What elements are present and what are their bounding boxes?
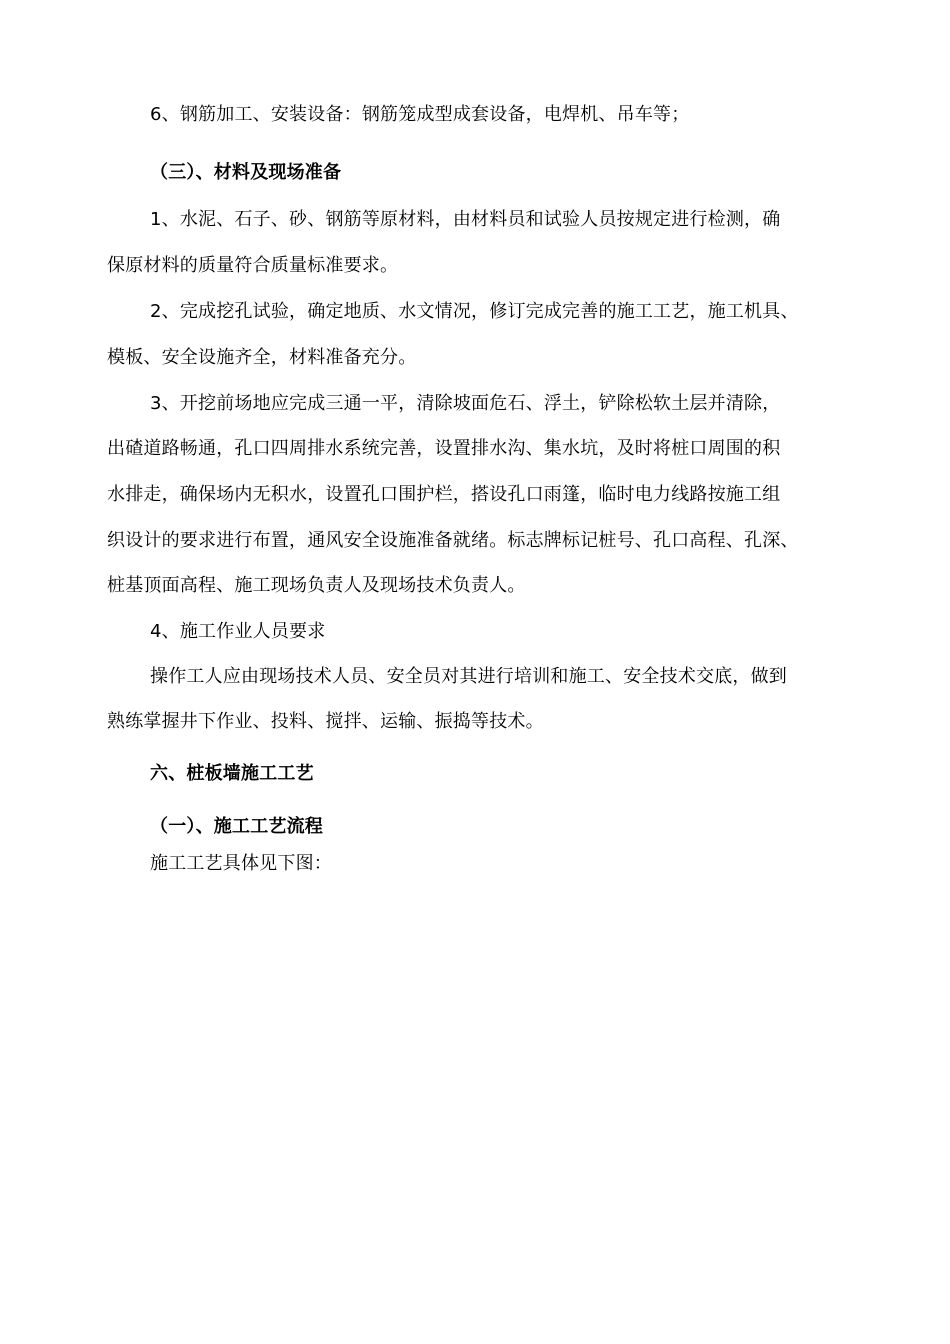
paragraph-materials-1-line-1: 1、水泥、石子、砂、钢筋等原材料，由材料员和试验人员按规定进行检测，确 — [150, 209, 781, 230]
paragraph-workers-line-2: 熟练掌握井下作业、投料、搅拌、运输、振捣等技术。 — [107, 711, 544, 732]
subsection-heading-process-flow: （一）、施工工艺流程 — [150, 816, 323, 837]
section-heading-pile-wall: 六、桩板墙施工工艺 — [150, 763, 314, 784]
paragraph-materials-2-line-2: 模板、安全设施齐全，材料准备充分。 — [107, 347, 417, 368]
paragraph-process-intro: 施工工艺具体见下图： — [150, 853, 332, 874]
paragraph-materials-3-line-3: 水排走，确保场内无积水，设置孔口围护栏，搭设孔口雨篷，临时电力线路按施工组 — [107, 484, 781, 505]
paragraph-materials-3-line-5: 桩基顶面高程、施工现场负责人及现场技术负责人。 — [107, 575, 526, 596]
paragraph-materials-3-line-1: 3、开挖前场地应完成三通一平，清除坡面危石、浮土，铲除松软土层并清除， — [150, 393, 781, 414]
paragraph-materials-1-line-2: 保原材料的质量符合质量标准要求。 — [107, 255, 399, 276]
section-heading-materials: （三）、材料及现场准备 — [150, 162, 342, 183]
paragraph-materials-2-line-1: 2、完成挖孔试验，确定地质、水文情况，修订完成完善的施工工艺，施工机具、 — [150, 301, 799, 322]
paragraph-workers-line-1: 操作工人应由现场技术人员、安全员对其进行培训和施工、安全技术交底，做到 — [150, 666, 787, 687]
paragraph-equipment-6: 6、钢筋加工、安装设备：钢筋笼成型成套设备，电焊机、吊车等； — [150, 104, 690, 125]
paragraph-materials-4: 4、施工作业人员要求 — [150, 621, 326, 642]
paragraph-materials-3-line-2: 出碴道路畅通，孔口四周排水系统完善，设置排水沟、集水坑，及时将桩口周围的积 — [107, 438, 781, 459]
paragraph-materials-3-line-4: 织设计的要求进行布置，通风安全设施准备就绪。标志牌标记桩号、孔口高程、孔深、 — [107, 530, 799, 551]
